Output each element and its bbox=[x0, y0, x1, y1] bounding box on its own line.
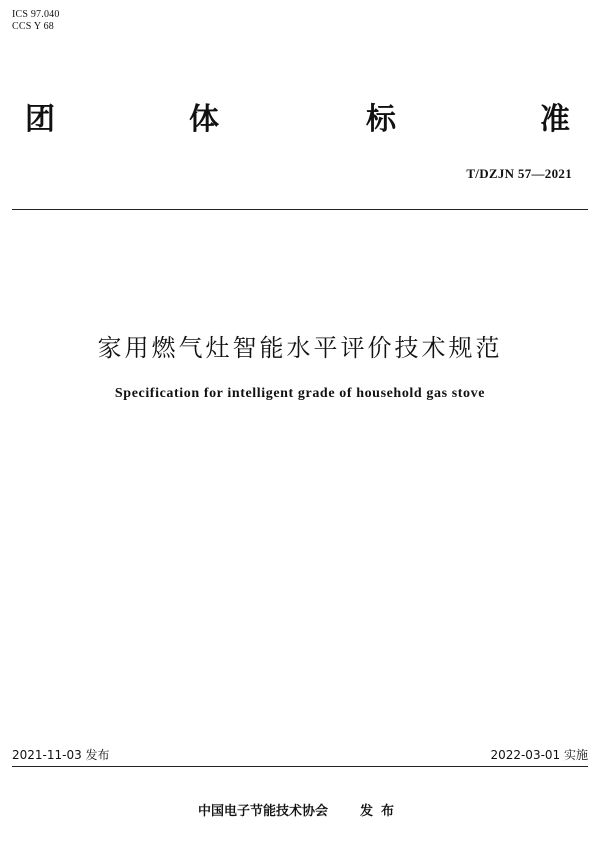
category-char: 准 bbox=[540, 102, 570, 137]
category-char: 标 bbox=[366, 102, 396, 137]
ccs-code: CCS Y 68 bbox=[12, 21, 54, 32]
publisher-name: 中国电子节能技术协会 bbox=[197, 804, 328, 819]
header-divider bbox=[12, 209, 588, 210]
footer-divider bbox=[12, 766, 588, 767]
category-char: 团 bbox=[25, 102, 55, 137]
classification-codes bbox=[12, 9, 60, 33]
publisher-line bbox=[0, 800, 600, 819]
standard-category-heading bbox=[0, 100, 600, 140]
release-date: 2021-11-03 发布 bbox=[12, 748, 110, 762]
ics-code: ICS 97.040 bbox=[12, 9, 60, 20]
title-chinese: 家用燃气灶智能水平评价技术规范 bbox=[97, 334, 503, 362]
publisher-action: 发布 bbox=[360, 804, 403, 819]
standard-number: T/DZJN 57—2021 bbox=[466, 166, 572, 181]
category-char: 体 bbox=[189, 102, 219, 137]
title-english: Specification for intelligent grade of household gas stove bbox=[114, 386, 486, 401]
implementation-date: 2022-03-01 实施 bbox=[490, 748, 588, 762]
